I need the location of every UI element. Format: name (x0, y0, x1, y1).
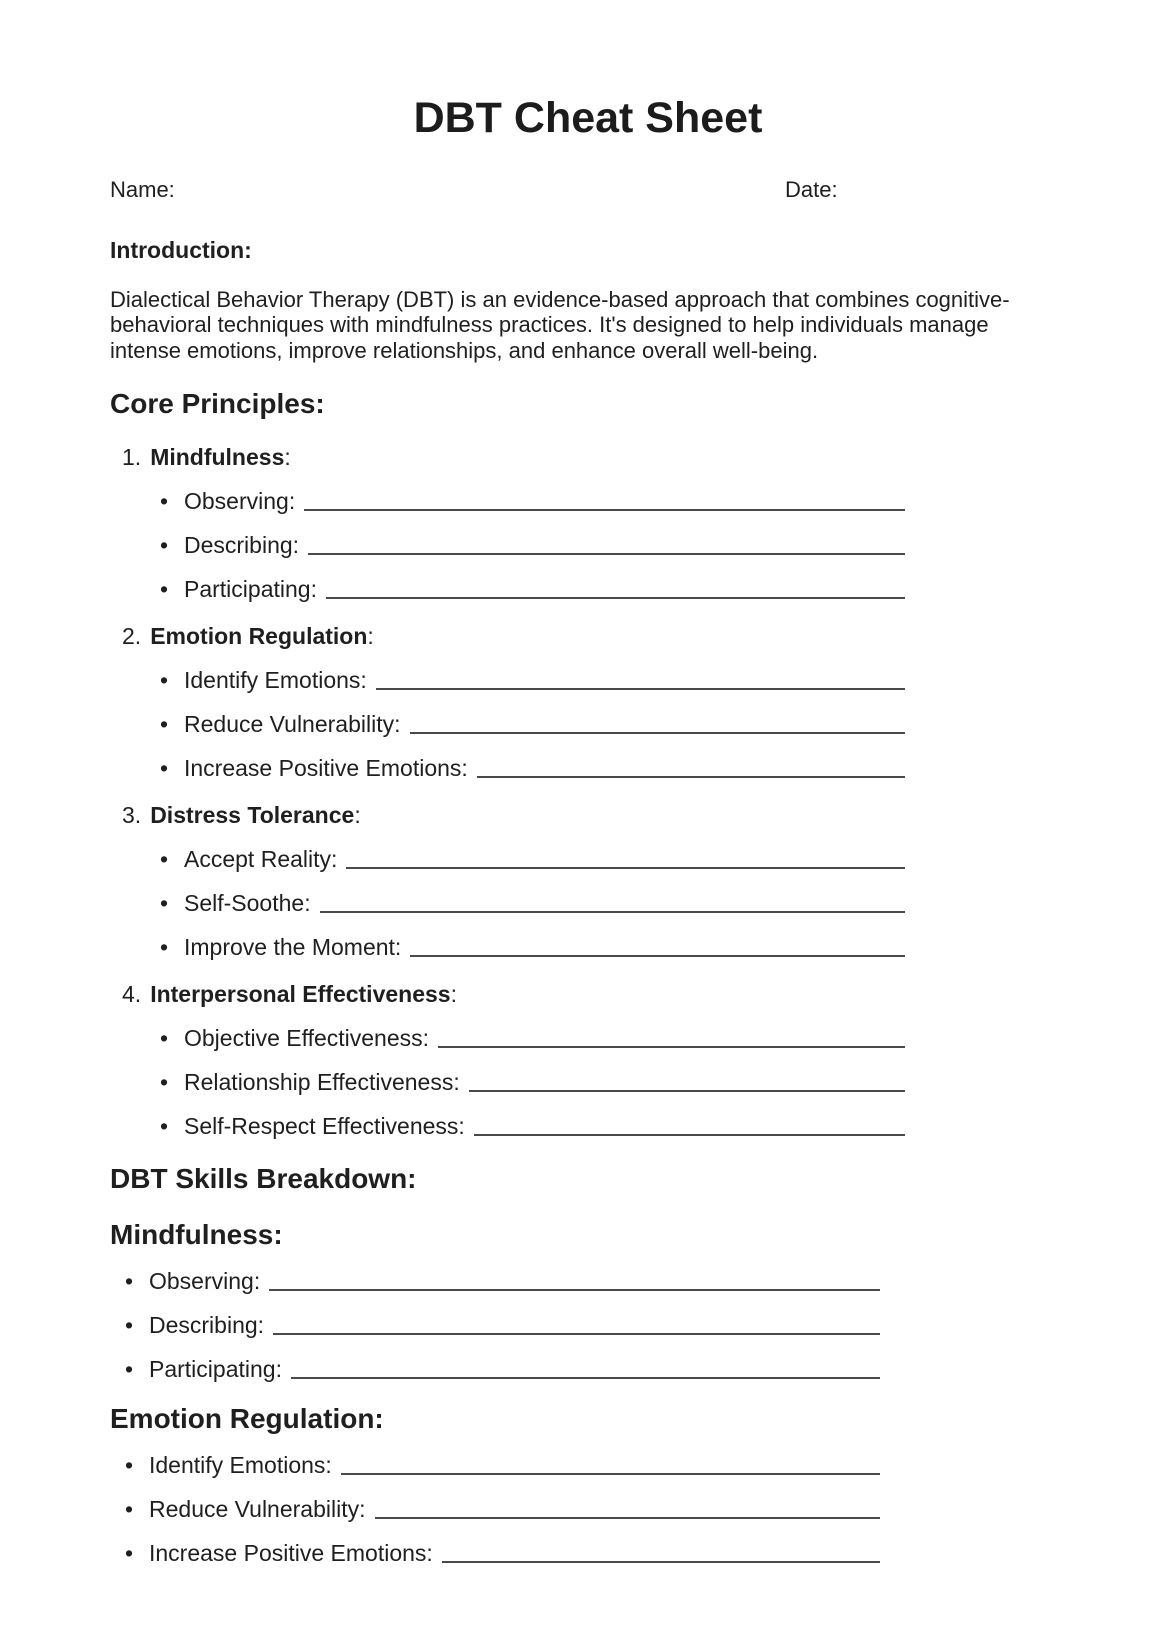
skill-label: Describing: (184, 531, 300, 558)
breakdown-section-heading: Emotion Regulation: (110, 1402, 384, 1434)
skill-list (125, 1452, 880, 1567)
skill-label: Objective Effectiveness: (184, 1024, 430, 1051)
skill-label: Self-Soothe: (184, 889, 311, 916)
bullet-icon: • (160, 487, 169, 514)
bullet-icon: • (125, 1495, 134, 1522)
skill-label: Participating: (149, 1355, 282, 1382)
bullet-icon: • (125, 1451, 134, 1478)
skill-list (160, 1025, 905, 1140)
skill-label: Accept Reality: (184, 845, 338, 872)
list-item (160, 755, 905, 782)
bullet-icon: • (125, 1267, 134, 1294)
bullet-icon: • (160, 845, 169, 872)
skill-label: Describing: (149, 1311, 265, 1338)
bullet-icon: • (160, 889, 169, 916)
item-number: 2. (122, 622, 142, 649)
item-name: Interpersonal Effectiveness (150, 980, 451, 1007)
bullet-icon: • (160, 575, 169, 602)
skill-list (160, 667, 905, 782)
bullet-icon: • (160, 933, 169, 960)
skill-label: Observing: (149, 1267, 261, 1294)
item-name: Emotion Regulation (150, 622, 368, 649)
bullet-icon: • (160, 1068, 169, 1095)
fill-in-line (410, 711, 906, 734)
list-item (125, 1356, 880, 1383)
name-date-row (110, 177, 1066, 203)
list-item (160, 532, 905, 559)
skills-breakdown-heading: DBT Skills Breakdown: (110, 1162, 417, 1194)
fill-in-line (442, 1540, 880, 1563)
core-principle-group (110, 981, 1066, 1140)
intro-heading: Introduction: (110, 237, 252, 263)
bullet-icon: • (125, 1539, 134, 1566)
fill-in-line (375, 1496, 881, 1519)
name-label: Name: (110, 177, 175, 202)
item-colon: : (367, 622, 374, 649)
skill-label: Self-Respect Effectiveness: (184, 1112, 465, 1139)
bullet-icon: • (160, 531, 169, 558)
skill-list (160, 488, 905, 603)
item-colon: : (354, 801, 361, 828)
bullet-icon: • (160, 1112, 169, 1139)
fill-in-line (410, 934, 905, 957)
bullet-icon: • (160, 666, 169, 693)
list-item (160, 890, 905, 917)
core-principle-group (110, 623, 1066, 782)
list-item (160, 846, 905, 873)
item-colon: : (284, 443, 291, 470)
breakdown-section-heading: Mindfulness: (110, 1218, 283, 1250)
skill-label: Reduce Vulnerability: (184, 710, 401, 737)
numbered-item-heading (122, 981, 1066, 1008)
bullet-icon: • (160, 710, 169, 737)
page-title: DBT Cheat Sheet (413, 94, 763, 142)
fill-in-line (341, 1452, 880, 1475)
numbered-item-heading (122, 623, 1066, 650)
fill-in-line (304, 488, 905, 511)
numbered-item-heading (122, 444, 1066, 471)
skill-label: Identify Emotions: (149, 1451, 332, 1478)
list-item (160, 1113, 905, 1140)
bullet-icon: • (125, 1355, 134, 1382)
skill-list (160, 846, 905, 961)
bullet-icon: • (125, 1311, 134, 1338)
skill-label: Increase Positive Emotions: (149, 1539, 433, 1566)
list-item (125, 1312, 880, 1339)
list-item (125, 1452, 880, 1479)
skill-list (125, 1268, 880, 1383)
fill-in-line (269, 1268, 880, 1291)
bullet-icon: • (160, 754, 169, 781)
item-number: 1. (122, 443, 142, 470)
fill-in-line (474, 1113, 905, 1136)
fill-in-line (291, 1356, 880, 1379)
skill-label: Identify Emotions: (184, 666, 367, 693)
fill-in-line (438, 1025, 905, 1048)
fill-in-line (320, 890, 905, 913)
fill-in-line (346, 846, 905, 869)
skill-label: Participating: (184, 575, 317, 602)
list-item (160, 488, 905, 515)
skill-label: Improve the Moment: (184, 933, 402, 960)
date-label: Date: (785, 177, 838, 202)
bullet-icon: • (160, 1024, 169, 1051)
item-number: 3. (122, 801, 142, 828)
item-name: Distress Tolerance (150, 801, 355, 828)
numbered-item-heading (122, 802, 1066, 829)
skill-label: Observing: (184, 487, 296, 514)
list-item (160, 1069, 905, 1096)
core-principles-heading: Core Principles: (110, 387, 325, 419)
fill-in-line (477, 755, 905, 778)
list-item (160, 711, 905, 738)
item-colon: : (450, 980, 457, 1007)
fill-in-line (376, 667, 905, 690)
list-item (125, 1496, 880, 1523)
intro-paragraph: Dialectical Behavior Therapy (DBT) is an evidence-based approach that combines cognitive-behavioral techniques with mindfulness practices. It's designed to help individuals manage intense emotions, improve relationships, and enhance overall well-being. (110, 287, 1010, 363)
list-item (125, 1540, 880, 1567)
skill-label: Reduce Vulnerability: (149, 1495, 366, 1522)
item-number: 4. (122, 980, 142, 1007)
fill-in-line (326, 576, 905, 599)
fill-in-line (469, 1069, 905, 1092)
core-principle-group (110, 444, 1066, 603)
skill-label: Increase Positive Emotions: (184, 754, 468, 781)
item-name: Mindfulness (150, 443, 285, 470)
fill-in-line (308, 532, 905, 555)
list-item (160, 1025, 905, 1052)
core-principle-group (110, 802, 1066, 961)
fill-in-line (273, 1312, 880, 1335)
list-item (125, 1268, 880, 1295)
list-item (160, 934, 905, 961)
list-item (160, 576, 905, 603)
list-item (160, 667, 905, 694)
skill-label: Relationship Effectiveness: (184, 1068, 460, 1095)
